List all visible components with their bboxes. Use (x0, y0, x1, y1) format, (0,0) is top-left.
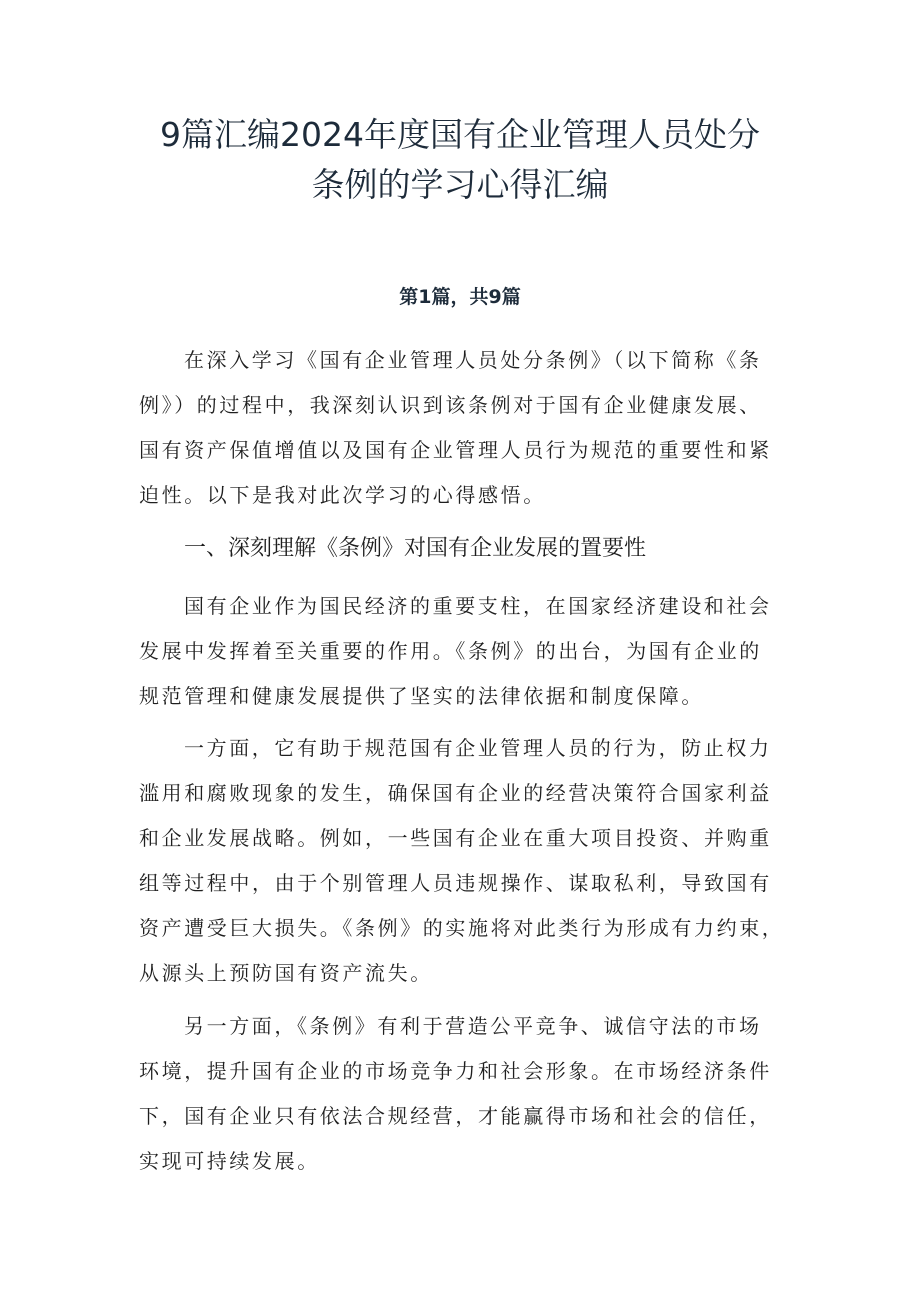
section-heading-1: 一、深刻理解《条例》对国有企业发展的置要性 (184, 536, 647, 561)
paragraph-line: 实现可持续发展。 (139, 1149, 320, 1173)
paragraph-line: 另一方面，《条例》有利于营造公平竞争、诚信守法的市场 (184, 1014, 762, 1038)
paragraph-line: 一方面，它有助于规范国有企业管理人员的行为，防止权力 (184, 736, 772, 760)
paragraph-3 (139, 726, 799, 996)
section-marker: 第1篇，共9篇 (399, 286, 521, 308)
paragraph-line: 国有资产保值增值以及国有企业管理人员行为规范的重要性和紧 (139, 438, 772, 462)
paragraph-line: 在深入学习《国有企业管理人员处分条例》（以下简称《条 (184, 348, 762, 372)
paragraph-line: 资产遭受巨大损失。《条例》的实施将对此类行为形成有力约束， (139, 916, 785, 940)
paragraph-line: 从源头上预防国有资产流失。 (139, 961, 433, 985)
paragraph-4 (139, 1004, 799, 1184)
paragraph-line: 例》）的过程中，我深刻认识到该条例对于国有企业健康发展、 (139, 393, 762, 417)
paragraph-intro (139, 338, 799, 518)
paragraph-line: 环境，提升国有企业的市场竞争力和社会形象。在市场经济条件 (139, 1059, 772, 1083)
paragraph-line: 发展中发挥着至关重要的作用。《条例》的出台，为国有企业的 (139, 639, 762, 663)
document-title-line-1: 9篇汇编2024年度国有企业管理人员处分 (160, 115, 760, 154)
paragraph-line: 组等过程中，由于个别管理人员违规操作、谋取私利，导致国有 (139, 871, 772, 895)
paragraph-line: 滥用和腐败现象的发生，确保国有企业的经营决策符合国家利益 (139, 781, 772, 805)
paragraph-line: 国有企业作为国民经济的重要支柱，在国家经济建设和社会 (184, 594, 772, 618)
paragraph-2 (139, 584, 799, 719)
paragraph-line: 和企业发展战略。例如，一些国有企业在重大项目投资、并购重 (139, 826, 772, 850)
paragraph-line: 规范管理和健康发展提供了坚实的法律依据和制度保障。 (139, 684, 704, 708)
paragraph-line: 下，国有企业只有依法合规经营，才能赢得市场和社会的信任， (139, 1104, 772, 1128)
document-title-line-2: 条例的学习心得汇编 (311, 165, 609, 204)
paragraph-line: 迫性。以下是我对此次学习的心得感悟。 (139, 483, 546, 507)
